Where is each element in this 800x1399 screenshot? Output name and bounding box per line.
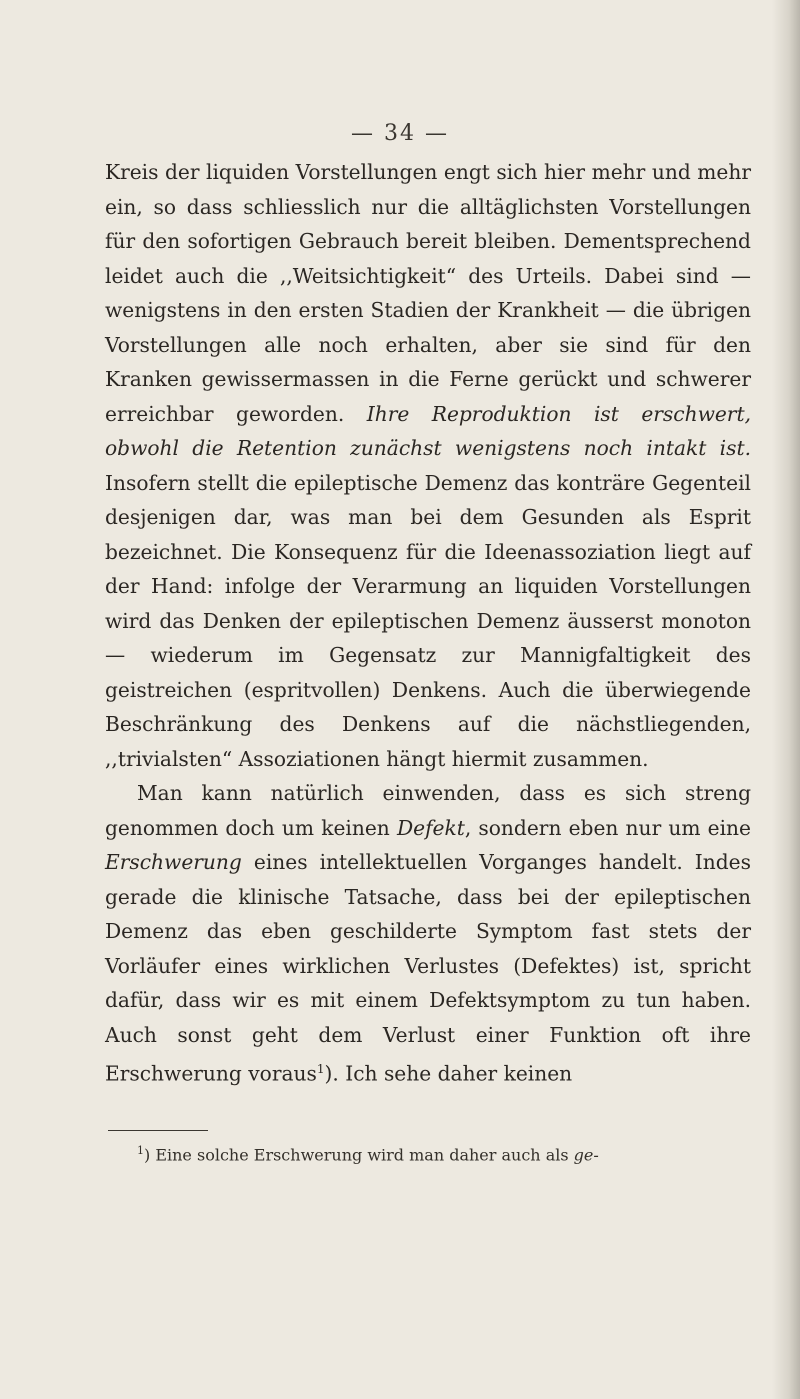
- main-text: [105, 155, 751, 1091]
- footnote-ref: 1: [316, 1062, 325, 1076]
- italic-text: Erschwerung: [105, 850, 242, 874]
- text-run: , sondern eben nur um eine: [464, 815, 751, 840]
- paragraph: [105, 776, 751, 1091]
- text-run: ). Ich sehe daher keinen: [324, 1061, 573, 1086]
- footnote-marker: 1: [137, 1144, 144, 1157]
- text-run: eines intellektuellen Vorganges handelt. Indes gerade die klinische Tatsache, dass bei der epileptischen Demenz das eben geschilderte Symptom fast stets der Vorläufer eines wirklichen Verlustes (Defektes) ist, spricht dafür, dass wir es mit einem Defektsymptom zu tun haben. Auch sonst geht dem Verlust einer Funktion oft ihre Erschwerung voraus: [105, 850, 751, 1086]
- footnote-text: ) Eine solche Erschwerung wird man daher auch als: [144, 1145, 574, 1165]
- footnote-text-italic: ge-: [573, 1145, 599, 1165]
- footnote-rule: [108, 1130, 208, 1131]
- page-number: — 34 —: [351, 121, 449, 146]
- page-edge-shadow: [772, 0, 800, 1399]
- text-run: Kreis der liquiden Vorstellungen engt sich hier mehr und mehr ein, so dass schliesslich nur die alltäglichsten Vorstellungen für den sofortigen Gebrauch bereit bleiben. Dementsprechend leidet auch die ,,Weitsichtigkeit“ des Urteils. Dabei sind — wenigstens in den ersten Stadien der Krankheit — die übrigen Vorstellungen alle noch erhalten, aber sie sind für den Kranken gewissermassen in die Ferne gerückt und schwerer erreichbar geworden.: [105, 160, 751, 426]
- italic-text: Ihre Reproduktion ist erschwert, obwohl die Retention zunächst wenigstens noch intakt ist.: [105, 401, 751, 460]
- italic-text: Defekt: [396, 815, 465, 840]
- text-run: Man kann natürlich einwenden, dass es sich streng genommen doch um keinen: [105, 781, 751, 840]
- text-run: Insofern stellt die epileptische Demenz das konträre Gegenteil desjenigen dar, was man bei dem Gesunden als Esprit bezeichnet. Die Konsequenz für die Ideenassoziation liegt auf der Hand: infolge der Verarmung an liquiden Vorstellungen wird das Denken der epileptischen Demenz äusserst monoton — wiederum im Gegensatz zur Mannigfaltigkeit des geistreichen (espritvollen) Denkens. Auch die überwiegende Beschränkung des Denkens auf die nächstliegenden, ,,trivialsten“ Assoziationen hängt hiermit zusammen.: [105, 470, 751, 771]
- paragraph: [105, 155, 751, 776]
- footnote: [137, 1140, 757, 1166]
